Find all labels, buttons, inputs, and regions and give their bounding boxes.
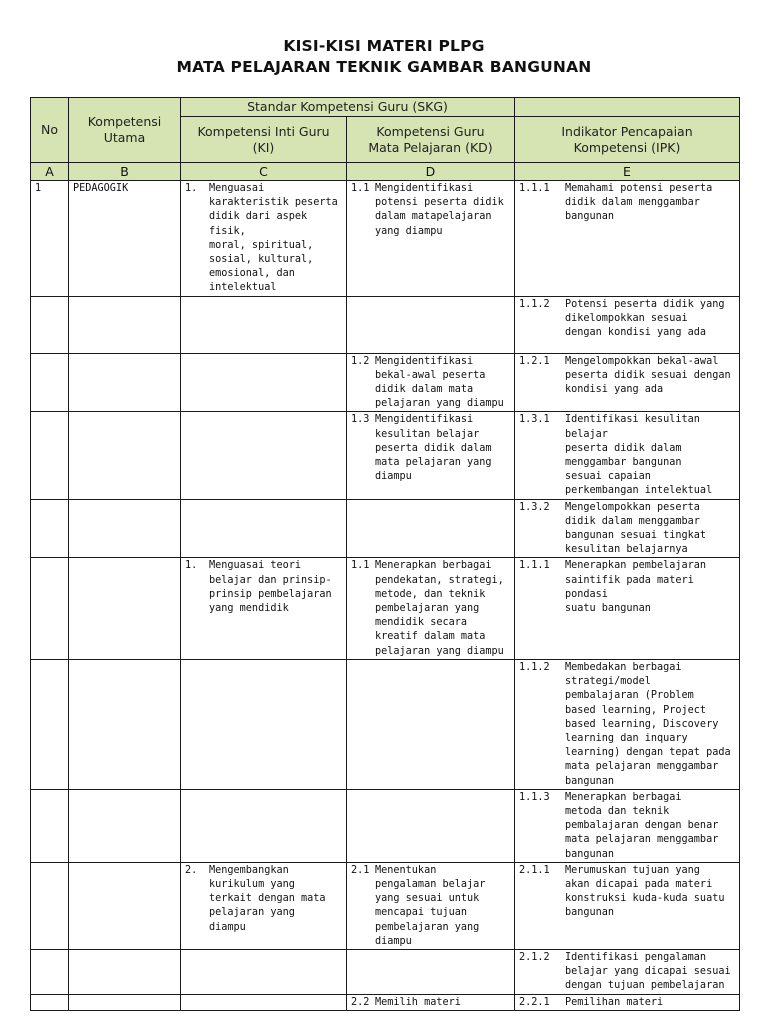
cell-no [31, 659, 69, 789]
cell-text: 1 [35, 183, 42, 194]
cell-kompetensi-utama [69, 412, 181, 499]
item-number: 1.1.3 [519, 791, 550, 803]
cell-ipk [515, 789, 740, 862]
item-text: Merumuskan tujuan yang akan dicapai pada materi konstruksi kuda-kuda suatu bangunan [565, 864, 725, 919]
cell-kd [347, 353, 515, 412]
cell-ki [181, 558, 347, 659]
cell-text [69, 995, 180, 996]
cell-kd [347, 659, 515, 789]
cell-kompetensi-utama [69, 994, 181, 1010]
cell-kd [347, 181, 515, 297]
item-text: Membedakan berbagai strategi/model pembalajaran (Problem based learning, Project based learning, Discovery learning dan inquary learning) dengan tepat pada mata pelajaran menggambar bangunan [565, 661, 731, 787]
item-number: 1.1.2 [519, 298, 550, 310]
item-text: Menerapkan pembelajaran saintifik pada materi pondasi suatu bangunan [565, 560, 707, 615]
cell-ki [181, 499, 347, 558]
cell-text [69, 297, 180, 298]
item-text: Memahami potensi peserta didik dalam menggambar bangunan [565, 183, 713, 223]
cell-ki [181, 659, 347, 789]
cell-text [31, 995, 68, 996]
cell-text [31, 950, 68, 951]
cell-kd [347, 412, 515, 499]
header-kd: Kompetensi Guru Mata Pelajaran (KD) [347, 117, 515, 163]
item-number: 1. [185, 560, 198, 572]
cell-no [31, 499, 69, 558]
item-number: 1.1.1 [519, 183, 550, 194]
cell-text [69, 412, 180, 413]
column-letter-d: D [347, 163, 515, 181]
cell-text [31, 412, 68, 413]
cell-ki [181, 949, 347, 994]
cell-text [31, 297, 68, 298]
cell-ki [181, 296, 347, 353]
item-number: 2.1.2 [519, 951, 550, 963]
cell-kompetensi-utama [69, 499, 181, 558]
header-no: No [31, 98, 69, 163]
cell-no [31, 181, 69, 297]
cell-no [31, 949, 69, 994]
item-text: Menguasai karakteristik peserta didik dari aspek fisik, moral, spiritual, sosial, kultural, emosional, dan intelektual [209, 183, 338, 294]
item-number: 1.1 [351, 560, 370, 572]
cell-ki [181, 789, 347, 862]
cell-text [69, 863, 180, 864]
item-number: 2. [185, 864, 198, 876]
item-text: Mengembangkan kurikulum yang terkait dengan mata pelajaran yang diampu [209, 864, 326, 933]
cell-no [31, 412, 69, 499]
cell-kd [347, 558, 515, 659]
column-letter-b: B [69, 163, 181, 181]
item-number: 1.2.1 [519, 355, 550, 367]
item-number: 1.3.1 [519, 414, 550, 426]
table-row [31, 789, 740, 862]
item-number: 1. [185, 183, 198, 194]
item-text: Menguasai teori belajar dan prinsip- prinsip pembelajaran yang mendidik [209, 560, 332, 615]
cell-ki [181, 994, 347, 1010]
cell-text [69, 660, 180, 661]
item-text: Mengidentifikasi kesulitan belajar peserta didik dalam mata pelajaran yang diampu [375, 414, 492, 483]
cell-text [69, 500, 180, 501]
cell-ipk [515, 296, 740, 353]
table-row [31, 181, 740, 297]
item-number: 1.3.2 [519, 501, 550, 513]
header-ipk: Indikator Pencapaian Kompetensi (IPK) [515, 117, 740, 163]
cell-ipk [515, 994, 740, 1010]
cell-no [31, 789, 69, 862]
header-ki: Kompetensi Inti Guru (KI) [181, 117, 347, 163]
table-row [31, 949, 740, 994]
cell-text [31, 500, 68, 501]
item-number: 1.3 [351, 414, 370, 426]
cell-ipk [515, 499, 740, 558]
item-text: Memilih materi [375, 996, 461, 1008]
cell-no [31, 353, 69, 412]
kisi-kisi-table [30, 97, 740, 1011]
item-text: Mengidentifikasi potensi peserta didik dalam matapelajaran yang diampu [375, 183, 504, 237]
cell-kompetensi-utama [69, 296, 181, 353]
table-row [31, 659, 740, 789]
cell-kompetensi-utama [69, 862, 181, 949]
cell-text [31, 558, 68, 559]
cell-text [69, 950, 180, 951]
header-skg: Standar Kompetensi Guru (SKG) [181, 98, 515, 117]
column-letter-e: E [515, 163, 740, 181]
cell-kd [347, 994, 515, 1010]
cell-kd [347, 789, 515, 862]
item-text: Identifikasi kesulitan belajar peserta didik dalam menggambar bangunan sesuai capaian perkembangan intelektual [565, 414, 713, 497]
header-blank [515, 98, 740, 117]
document-title: KISI-KISI MATERI PLPG [283, 37, 485, 55]
item-number: 2.1.1 [519, 864, 550, 876]
cell-kompetensi-utama [69, 789, 181, 862]
item-text: Identifikasi pengalaman belajar yang dicapai sesuai dengan tujuan pembelajaran [565, 951, 731, 992]
column-letter-a: A [31, 163, 69, 181]
table-row [31, 412, 740, 499]
cell-kompetensi-utama [69, 181, 181, 297]
item-text: Menentukan pengalaman belajar yang sesuai untuk mencapai tujuan pembelajaran yang diampu [375, 864, 486, 947]
item-number: 2.2.1 [519, 996, 550, 1008]
cell-kompetensi-utama [69, 659, 181, 789]
table-row [31, 353, 740, 412]
cell-text [31, 660, 68, 661]
cell-text [31, 354, 68, 355]
cell-text [69, 354, 180, 355]
item-number: 2.1 [351, 864, 370, 876]
cell-kompetensi-utama [69, 558, 181, 659]
cell-text [31, 863, 68, 864]
table-row [31, 862, 740, 949]
cell-ipk [515, 862, 740, 949]
cell-no [31, 296, 69, 353]
table-row [31, 558, 740, 659]
table-row [31, 994, 740, 1010]
cell-ki [181, 353, 347, 412]
item-text: Potensi peserta didik yang dikelompokkan sesuai dengan kondisi yang ada [565, 298, 725, 339]
item-text: Pemilihan materi [565, 996, 664, 1008]
cell-text [69, 558, 180, 559]
cell-text [31, 790, 68, 791]
item-number: 1.1.1 [519, 560, 550, 572]
cell-no [31, 862, 69, 949]
item-text: Mengidentifikasi bekal-awal peserta didik dalam mata pelajaran yang diampu [375, 355, 504, 410]
cell-ipk [515, 412, 740, 499]
cell-text: PEDAGOGIK [73, 183, 129, 194]
document-subtitle: MATA PELAJARAN TEKNIK GAMBAR BANGUNAN [176, 58, 592, 76]
item-text: Menerapkan berbagai pendekatan, strategi, metode, dan teknik pembelajaran yang mendidik secara kreatif dalam mata pelajaran yang diampu [375, 560, 504, 657]
cell-ipk [515, 558, 740, 659]
cell-ipk [515, 353, 740, 412]
item-number: 1.1 [351, 183, 370, 194]
header-kompetensi-utama: Kompetensi Utama [69, 98, 181, 163]
table-row [31, 499, 740, 558]
cell-kd [347, 862, 515, 949]
cell-ipk [515, 949, 740, 994]
item-text: Menerapkan berbagai metoda dan teknik pembalajaran dengan benar mata pelajaran menggambar bangunan [565, 791, 719, 860]
cell-no [31, 994, 69, 1010]
cell-kd [347, 949, 515, 994]
cell-ipk [515, 659, 740, 789]
item-text: Mengelompokkan bekal-awal peserta didik sesuai dengan kondisi yang ada [565, 355, 731, 396]
cell-ki [181, 412, 347, 499]
item-number: 1.1.2 [519, 661, 550, 673]
cell-ipk [515, 181, 740, 297]
cell-no [31, 558, 69, 659]
cell-text [69, 790, 180, 791]
cell-ki [181, 181, 347, 297]
cell-kd [347, 296, 515, 353]
cell-kompetensi-utama [69, 353, 181, 412]
column-letter-c: C [181, 163, 347, 181]
cell-ki [181, 862, 347, 949]
item-text: Mengelompokkan peserta didik dalam menggambar bangunan sesuai tingkat kesulitan belajarnya [565, 501, 707, 556]
cell-kd [347, 499, 515, 558]
cell-kompetensi-utama [69, 949, 181, 994]
item-number: 2.2 [351, 996, 370, 1008]
table-row [31, 296, 740, 353]
item-number: 1.2 [351, 355, 370, 367]
